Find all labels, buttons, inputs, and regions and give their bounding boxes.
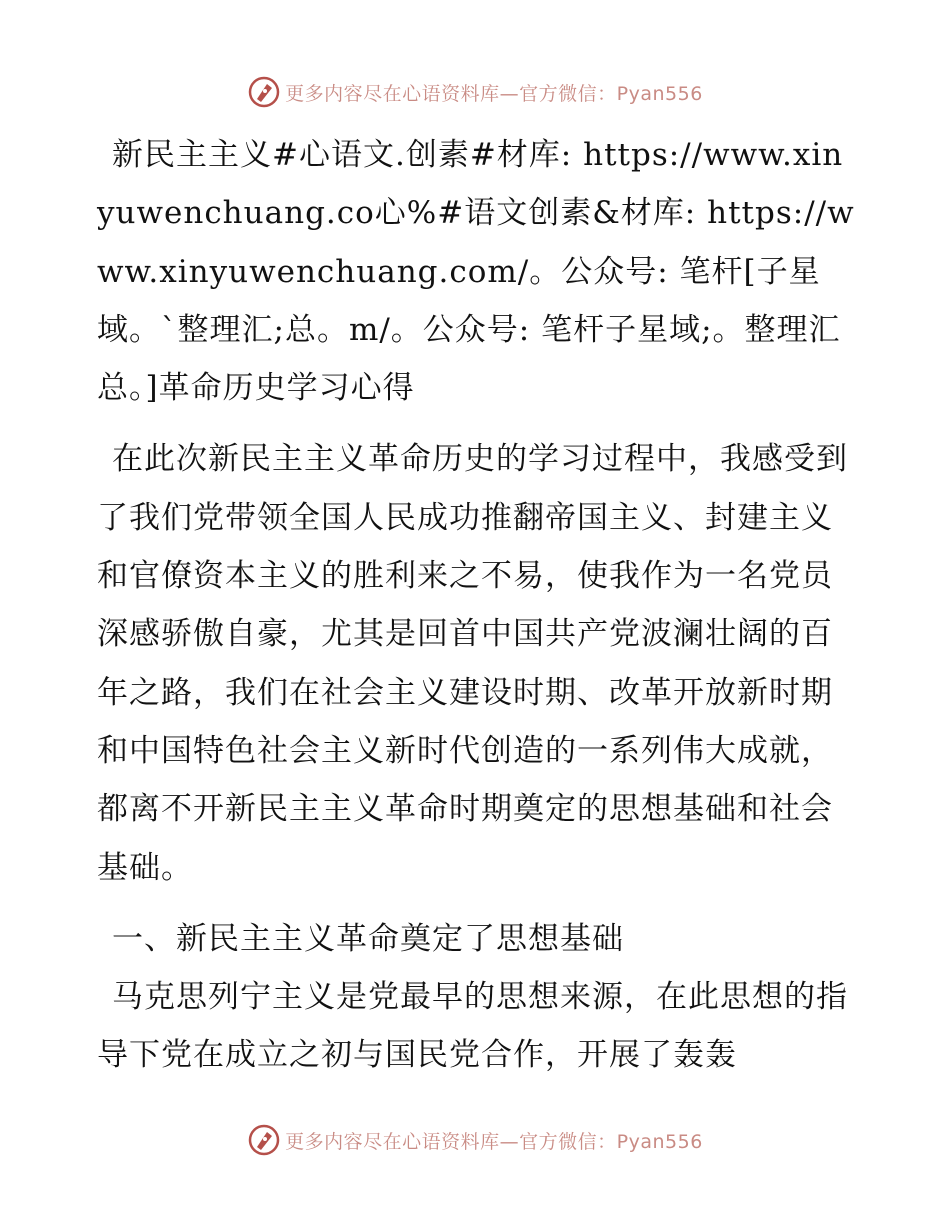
paragraph-1: 新民主主义#心语文.创素#材库: https://www.xinyuwenchuang.co心%#语文创素&材库: https://www.xinyuwenchuang.com/。公众号: 笔杆[子星域。`整理汇;总。m/。公众号: 笔杆子星域;。整理汇总。]革命历史学习心得 [97, 137, 855, 407]
pen-nib-circle-icon [247, 1123, 281, 1157]
footer-banner [0, 1120, 950, 1160]
header-banner-text: 更多内容尽在心语资料库—官方微信：Pyan556 [285, 82, 703, 105]
document-body [97, 126, 857, 1085]
paragraph-2: 在此次新民主主义革命历史的学习过程中，我感受到了我们党带领全国人民成功推翻帝国主义、封建主义和官僚资本主义的胜利来之不易，使我作为一名党员深感骄傲自豪，尤其是回首中国共产党波澜壮阔的百年之路，我们在社会主义建设时期、改革开放新时期和中国特色社会主义新时代创造的一系列伟大成就，都离不开新民主主义革命时期奠定的思想基础和社会基础。 [97, 441, 848, 886]
section-heading-1: 一、新民主主义革命奠定了思想基础 [112, 920, 624, 957]
pen-nib-circle-icon [247, 75, 281, 109]
header-banner [0, 72, 950, 112]
footer-banner-text: 更多内容尽在心语资料库—官方微信：Pyan556 [285, 1130, 703, 1153]
paragraph-3: 马克思列宁主义是党最早的思想来源，在此思想的指导下党在成立之初与国民党合作，开展了轰轰 [97, 979, 848, 1074]
